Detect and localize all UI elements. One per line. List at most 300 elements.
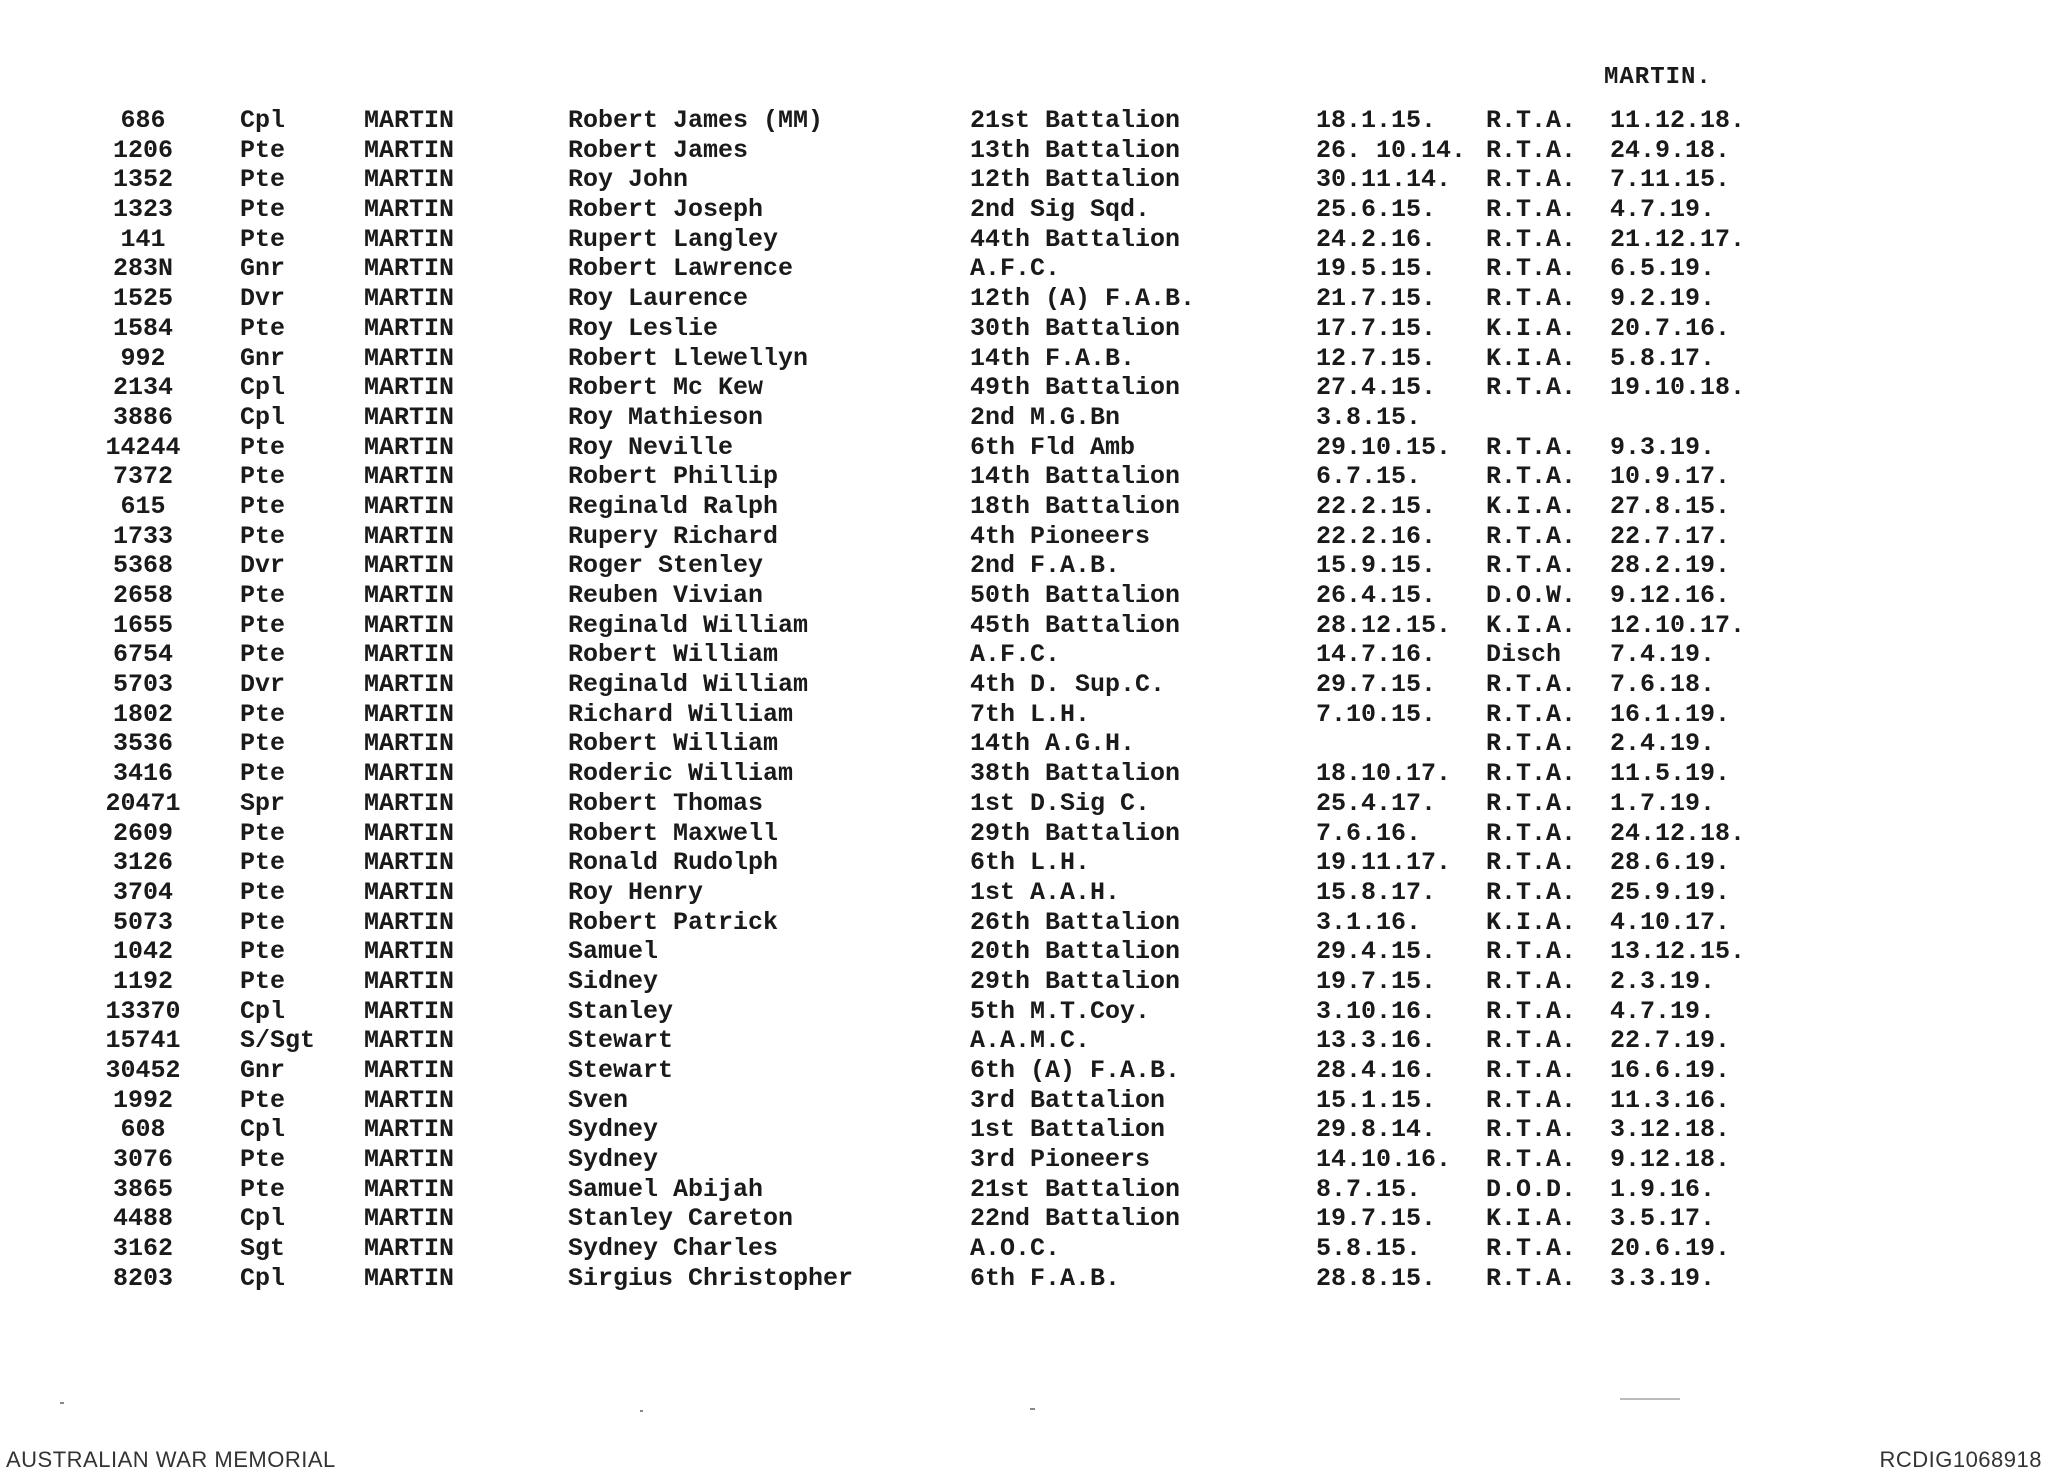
surname: MARTIN bbox=[364, 521, 455, 551]
surname: MARTIN bbox=[364, 581, 455, 610]
surname: MARTIN bbox=[364, 1085, 455, 1115]
enlistment-date: 25.4.17. bbox=[1316, 788, 1437, 818]
table-row bbox=[84, 551, 1804, 581]
service-number: 992 bbox=[120, 343, 166, 373]
service-number: 1206 bbox=[112, 135, 173, 165]
surname: MARTIN bbox=[364, 1145, 455, 1175]
enlistment-date: 14.7.16. bbox=[1316, 640, 1437, 670]
service-number: 14244 bbox=[105, 432, 181, 462]
surname: MARTIN bbox=[364, 788, 455, 818]
given-names: Stanley Careton bbox=[568, 1204, 794, 1234]
unit: 22nd Battalion bbox=[970, 1204, 1181, 1234]
surname: MARTIN bbox=[364, 165, 455, 195]
surname: MARTIN bbox=[364, 195, 455, 225]
service-number: 15741 bbox=[105, 1026, 181, 1056]
service-number: 1992 bbox=[112, 1085, 173, 1115]
table-row bbox=[84, 640, 1804, 670]
table-row bbox=[84, 1145, 1804, 1175]
fate: R.T.A. bbox=[1486, 551, 1577, 581]
fate-date: 7.11.15. bbox=[1610, 165, 1731, 195]
unit: 26th Battalion bbox=[970, 907, 1181, 937]
service-number: 3162 bbox=[112, 1234, 173, 1264]
fate-date: 3.3.19. bbox=[1610, 1263, 1716, 1293]
fate-date: 11.12.18. bbox=[1610, 106, 1746, 135]
surname: MARTIN bbox=[364, 373, 455, 403]
given-names: Reginald Ralph bbox=[568, 491, 779, 521]
unit: 1st Battalion bbox=[970, 1115, 1166, 1145]
fate-date: 28.2.19. bbox=[1610, 551, 1731, 581]
table-row bbox=[84, 433, 1804, 463]
enlistment-date: 28.8.15. bbox=[1316, 1263, 1437, 1293]
given-names: Stewart bbox=[568, 1026, 674, 1056]
fate: R.T.A. bbox=[1486, 254, 1577, 284]
enlistment-date: 28.12.15. bbox=[1316, 610, 1452, 640]
given-names: Robert Lawrence bbox=[568, 254, 794, 284]
table-row bbox=[84, 492, 1804, 522]
service-number: 6754 bbox=[112, 640, 173, 670]
unit: A.F.C. bbox=[970, 254, 1061, 284]
service-number: 5073 bbox=[112, 907, 173, 937]
given-names: Sirgius Christopher bbox=[568, 1263, 854, 1293]
unit: 29th Battalion bbox=[970, 966, 1181, 996]
enlistment-date: 18.1.15. bbox=[1316, 106, 1437, 135]
fate-date: 27.8.15. bbox=[1610, 491, 1731, 521]
surname: MARTIN bbox=[364, 1263, 455, 1293]
unit: 30th Battalion bbox=[970, 313, 1181, 343]
rank: Cpl bbox=[240, 1204, 286, 1234]
enlistment-date: 3.8.15. bbox=[1316, 402, 1422, 432]
table-row bbox=[84, 1175, 1804, 1205]
unit: 14th A.G.H. bbox=[970, 729, 1136, 759]
service-number: 5703 bbox=[112, 670, 173, 700]
rank: Pte bbox=[240, 907, 286, 937]
table-row bbox=[84, 819, 1804, 849]
surname: MARTIN bbox=[364, 224, 455, 254]
enlistment-date: 15.9.15. bbox=[1316, 551, 1437, 581]
given-names: Stanley bbox=[568, 996, 674, 1026]
enlistment-date: 19.11.17. bbox=[1316, 848, 1452, 878]
scan-speck bbox=[60, 1402, 64, 1404]
table-row bbox=[84, 1086, 1804, 1116]
fate-date: 24.12.18. bbox=[1610, 818, 1746, 848]
given-names: Rupert Langley bbox=[568, 224, 779, 254]
rank: Pte bbox=[240, 491, 286, 521]
fate-date: 1.9.16. bbox=[1610, 1174, 1716, 1204]
rank: Pte bbox=[240, 135, 286, 165]
unit: 1st A.A.H. bbox=[970, 877, 1121, 907]
fate: R.T.A. bbox=[1486, 1115, 1577, 1145]
fate: R.T.A. bbox=[1486, 670, 1577, 700]
surname: MARTIN bbox=[364, 402, 455, 432]
fate-date: 4.7.19. bbox=[1610, 195, 1716, 225]
rank: Dvr bbox=[240, 670, 286, 700]
fate-date: 9.2.19. bbox=[1610, 284, 1716, 314]
fate: R.T.A. bbox=[1486, 848, 1577, 878]
enlistment-date: 21.7.15. bbox=[1316, 284, 1437, 314]
surname: MARTIN bbox=[364, 1174, 455, 1204]
table-row bbox=[84, 967, 1804, 997]
fate-date: 1.7.19. bbox=[1610, 788, 1716, 818]
surname: MARTIN bbox=[364, 551, 455, 581]
enlistment-date: 3.1.16. bbox=[1316, 907, 1422, 937]
table-row bbox=[84, 1115, 1804, 1145]
enlistment-date: 26. 10.14. bbox=[1316, 135, 1467, 165]
enlistment-date: 29.8.14. bbox=[1316, 1115, 1437, 1145]
given-names: Robert Mc Kew bbox=[568, 373, 764, 403]
surname: MARTIN bbox=[364, 1234, 455, 1264]
fate: Disch bbox=[1486, 640, 1562, 670]
unit: 6th L.H. bbox=[970, 848, 1091, 878]
service-number: 283N bbox=[112, 254, 173, 284]
service-number: 141 bbox=[120, 224, 166, 254]
given-names: Roger Stenley bbox=[568, 551, 764, 581]
fate: R.T.A. bbox=[1486, 729, 1577, 759]
enlistment-date: 15.8.17. bbox=[1316, 877, 1437, 907]
unit: 14th Battalion bbox=[970, 462, 1181, 492]
rank: Cpl bbox=[240, 106, 286, 135]
table-row bbox=[84, 403, 1804, 433]
surname: MARTIN bbox=[364, 670, 455, 700]
table-row bbox=[84, 1204, 1804, 1234]
fate: R.T.A. bbox=[1486, 966, 1577, 996]
given-names: Robert James bbox=[568, 135, 749, 165]
rank: Cpl bbox=[240, 1115, 286, 1145]
unit: 49th Battalion bbox=[970, 373, 1181, 403]
fate: K.I.A. bbox=[1486, 313, 1577, 343]
unit: 2nd F.A.B. bbox=[970, 551, 1121, 581]
table-row bbox=[84, 789, 1804, 819]
fate-date: 11.5.19. bbox=[1610, 759, 1731, 789]
surname: MARTIN bbox=[364, 135, 455, 165]
table-row bbox=[84, 700, 1804, 730]
enlistment-date: 29.10.15. bbox=[1316, 432, 1452, 462]
table-row bbox=[84, 344, 1804, 374]
surname: MARTIN bbox=[364, 877, 455, 907]
fate-date: 11.3.16. bbox=[1610, 1085, 1731, 1115]
unit: 50th Battalion bbox=[970, 581, 1181, 610]
given-names: Roy John bbox=[568, 165, 689, 195]
rank: Cpl bbox=[240, 996, 286, 1026]
surname: MARTIN bbox=[364, 1115, 455, 1145]
rank: Pte bbox=[240, 966, 286, 996]
fate: R.T.A. bbox=[1486, 1026, 1577, 1056]
unit: 12th (A) F.A.B. bbox=[970, 284, 1196, 314]
surname: MARTIN bbox=[364, 640, 455, 670]
document-id: RCDIG1068918 bbox=[1879, 1447, 2042, 1472]
fate: R.T.A. bbox=[1486, 1263, 1577, 1293]
fate-date: 4.7.19. bbox=[1610, 996, 1716, 1026]
unit: 6th F.A.B. bbox=[970, 1263, 1121, 1293]
rank: Pte bbox=[240, 729, 286, 759]
given-names: Sydney bbox=[568, 1145, 659, 1175]
enlistment-date: 14.10.16. bbox=[1316, 1145, 1452, 1175]
fate-date: 24.9.18. bbox=[1610, 135, 1731, 165]
scan-speck bbox=[1620, 1398, 1680, 1400]
page-title: MARTIN. bbox=[1604, 64, 1712, 91]
enlistment-date: 5.8.15. bbox=[1316, 1234, 1422, 1264]
unit: 6th (A) F.A.B. bbox=[970, 1056, 1181, 1085]
fate: R.T.A. bbox=[1486, 699, 1577, 729]
fate: R.T.A. bbox=[1486, 195, 1577, 225]
enlistment-date: 26.4.15. bbox=[1316, 581, 1437, 610]
unit: 3rd Battalion bbox=[970, 1085, 1166, 1115]
given-names: Robert William bbox=[568, 640, 779, 670]
enlistment-date: 3.10.16. bbox=[1316, 996, 1437, 1026]
enlistment-date: 8.7.15. bbox=[1316, 1174, 1422, 1204]
rank: Pte bbox=[240, 581, 286, 610]
rank: Gnr bbox=[240, 254, 286, 284]
service-number: 30452 bbox=[105, 1056, 181, 1085]
table-row bbox=[84, 1056, 1804, 1086]
fate-date: 20.6.19. bbox=[1610, 1234, 1731, 1264]
fate: R.T.A. bbox=[1486, 996, 1577, 1026]
rank: Pte bbox=[240, 640, 286, 670]
table-row bbox=[84, 729, 1804, 759]
fate-date: 6.5.19. bbox=[1610, 254, 1716, 284]
enlistment-date: 7.6.16. bbox=[1316, 818, 1422, 848]
fate-date: 12.10.17. bbox=[1610, 610, 1746, 640]
table-row bbox=[84, 937, 1804, 967]
rank: Pte bbox=[240, 1174, 286, 1204]
fate-date: 21.12.17. bbox=[1610, 224, 1746, 254]
fate-date: 9.12.18. bbox=[1610, 1145, 1731, 1175]
service-number: 8203 bbox=[112, 1263, 173, 1293]
table-row bbox=[84, 225, 1804, 255]
surname: MARTIN bbox=[364, 699, 455, 729]
fate: R.T.A. bbox=[1486, 759, 1577, 789]
fate: R.T.A. bbox=[1486, 1056, 1577, 1085]
service-number: 3886 bbox=[112, 402, 173, 432]
fate-date: 16.6.19. bbox=[1610, 1056, 1731, 1085]
fate-date: 22.7.19. bbox=[1610, 1026, 1731, 1056]
fate: R.T.A. bbox=[1486, 135, 1577, 165]
unit: 5th M.T.Coy. bbox=[970, 996, 1151, 1026]
unit: 38th Battalion bbox=[970, 759, 1181, 789]
rank: Pte bbox=[240, 462, 286, 492]
surname: MARTIN bbox=[364, 462, 455, 492]
rank: S/Sgt bbox=[240, 1026, 316, 1056]
surname: MARTIN bbox=[364, 254, 455, 284]
fate-date: 4.10.17. bbox=[1610, 907, 1731, 937]
fate: K.I.A. bbox=[1486, 907, 1577, 937]
enlistment-date: 28.4.16. bbox=[1316, 1056, 1437, 1085]
unit: 6th Fld Amb bbox=[970, 432, 1136, 462]
surname: MARTIN bbox=[364, 1204, 455, 1234]
given-names: Roderic William bbox=[568, 759, 794, 789]
fate-date: 28.6.19. bbox=[1610, 848, 1731, 878]
rank: Gnr bbox=[240, 1056, 286, 1085]
surname: MARTIN bbox=[364, 432, 455, 462]
rank: Pte bbox=[240, 313, 286, 343]
fate: R.T.A. bbox=[1486, 788, 1577, 818]
unit: 45th Battalion bbox=[970, 610, 1181, 640]
fate-date: 25.9.19. bbox=[1610, 877, 1731, 907]
unit: 7th L.H. bbox=[970, 699, 1091, 729]
service-number: 1525 bbox=[112, 284, 173, 314]
surname: MARTIN bbox=[364, 937, 455, 967]
fate: R.T.A. bbox=[1486, 106, 1577, 135]
given-names: Robert William bbox=[568, 729, 779, 759]
enlistment-date: 29.7.15. bbox=[1316, 670, 1437, 700]
fate: K.I.A. bbox=[1486, 610, 1577, 640]
unit: 29th Battalion bbox=[970, 818, 1181, 848]
service-number: 1352 bbox=[112, 165, 173, 195]
table-row bbox=[84, 314, 1804, 344]
fate-date: 20.7.16. bbox=[1610, 313, 1731, 343]
surname: MARTIN bbox=[364, 907, 455, 937]
table-row bbox=[84, 136, 1804, 166]
surname: MARTIN bbox=[364, 729, 455, 759]
given-names: Robert Llewellyn bbox=[568, 343, 809, 373]
table-row bbox=[84, 997, 1804, 1027]
table-row bbox=[84, 908, 1804, 938]
rank: Cpl bbox=[240, 1263, 286, 1293]
given-names: Samuel Abijah bbox=[568, 1174, 764, 1204]
fate: D.O.W. bbox=[1486, 581, 1577, 610]
given-names: Robert Thomas bbox=[568, 788, 764, 818]
enlistment-date: 12.7.15. bbox=[1316, 343, 1437, 373]
table-row bbox=[84, 1026, 1804, 1056]
service-number: 3416 bbox=[112, 759, 173, 789]
enlistment-date: 22.2.15. bbox=[1316, 491, 1437, 521]
fate-date: 9.3.19. bbox=[1610, 432, 1716, 462]
given-names: Roy Laurence bbox=[568, 284, 749, 314]
unit: 14th F.A.B. bbox=[970, 343, 1136, 373]
surname: MARTIN bbox=[364, 1026, 455, 1056]
rank: Pte bbox=[240, 1145, 286, 1175]
surname: MARTIN bbox=[364, 966, 455, 996]
given-names: Robert Joseph bbox=[568, 195, 764, 225]
rank: Pte bbox=[240, 610, 286, 640]
rank: Pte bbox=[240, 848, 286, 878]
fate-date: 5.8.17. bbox=[1610, 343, 1716, 373]
given-names: Ronald Rudolph bbox=[568, 848, 779, 878]
enlistment-date: 29.4.15. bbox=[1316, 937, 1437, 967]
surname: MARTIN bbox=[364, 491, 455, 521]
surname: MARTIN bbox=[364, 106, 455, 135]
service-number: 3865 bbox=[112, 1174, 173, 1204]
rank: Pte bbox=[240, 937, 286, 967]
unit: A.A.M.C. bbox=[970, 1026, 1091, 1056]
fate: R.T.A. bbox=[1486, 937, 1577, 967]
surname: MARTIN bbox=[364, 313, 455, 343]
unit: A.F.C. bbox=[970, 640, 1061, 670]
service-number: 3536 bbox=[112, 729, 173, 759]
given-names: Sydney Charles bbox=[568, 1234, 779, 1264]
given-names: Robert Maxwell bbox=[568, 818, 779, 848]
table-row bbox=[84, 106, 1804, 136]
fate-date: 16.1.19. bbox=[1610, 699, 1731, 729]
rank: Sgt bbox=[240, 1234, 286, 1264]
fate-date: 3.5.17. bbox=[1610, 1204, 1716, 1234]
table-row bbox=[84, 165, 1804, 195]
fate: K.I.A. bbox=[1486, 491, 1577, 521]
given-names: Richard William bbox=[568, 699, 794, 729]
service-number: 1042 bbox=[112, 937, 173, 967]
fate: R.T.A. bbox=[1486, 224, 1577, 254]
given-names: Roy Neville bbox=[568, 432, 734, 462]
rank: Pte bbox=[240, 1085, 286, 1115]
enlistment-date: 13.3.16. bbox=[1316, 1026, 1437, 1056]
service-number: 13370 bbox=[105, 996, 181, 1026]
given-names: Samuel bbox=[568, 937, 659, 967]
service-number: 3076 bbox=[112, 1145, 173, 1175]
fate: R.T.A. bbox=[1486, 1145, 1577, 1175]
table-row bbox=[84, 759, 1804, 789]
enlistment-date: 15.1.15. bbox=[1316, 1085, 1437, 1115]
table-row bbox=[84, 611, 1804, 641]
fate: R.T.A. bbox=[1486, 818, 1577, 848]
enlistment-date: 24.2.16. bbox=[1316, 224, 1437, 254]
rank: Dvr bbox=[240, 551, 286, 581]
enlistment-date: 19.7.15. bbox=[1316, 1204, 1437, 1234]
enlistment-date: 18.10.17. bbox=[1316, 759, 1452, 789]
table-row bbox=[84, 1264, 1804, 1294]
rank: Dvr bbox=[240, 284, 286, 314]
fate: R.T.A. bbox=[1486, 373, 1577, 403]
enlistment-date: 17.7.15. bbox=[1316, 313, 1437, 343]
table-row bbox=[84, 878, 1804, 908]
given-names: Roy Henry bbox=[568, 877, 704, 907]
given-names: Stewart bbox=[568, 1056, 674, 1085]
service-number: 686 bbox=[120, 106, 166, 135]
fate: R.T.A. bbox=[1486, 462, 1577, 492]
given-names: Roy Mathieson bbox=[568, 402, 764, 432]
enlistment-date: 25.6.15. bbox=[1316, 195, 1437, 225]
given-names: Rupery Richard bbox=[568, 521, 779, 551]
rank: Pte bbox=[240, 759, 286, 789]
service-number: 2609 bbox=[112, 818, 173, 848]
unit: A.O.C. bbox=[970, 1234, 1061, 1264]
fate: K.I.A. bbox=[1486, 343, 1577, 373]
rank: Pte bbox=[240, 432, 286, 462]
fate: R.T.A. bbox=[1486, 1234, 1577, 1264]
enlistment-date: 27.4.15. bbox=[1316, 373, 1437, 403]
enlistment-date: 7.10.15. bbox=[1316, 699, 1437, 729]
table-row bbox=[84, 1234, 1804, 1264]
service-number: 2134 bbox=[112, 373, 173, 403]
rank: Pte bbox=[240, 699, 286, 729]
surname: MARTIN bbox=[364, 1056, 455, 1085]
given-names: Sydney bbox=[568, 1115, 659, 1145]
table-row bbox=[84, 581, 1804, 611]
enlistment-date: 30.11.14. bbox=[1316, 165, 1452, 195]
fate: R.T.A. bbox=[1486, 432, 1577, 462]
service-number: 1192 bbox=[112, 966, 173, 996]
given-names: Sven bbox=[568, 1085, 629, 1115]
fate-date: 2.3.19. bbox=[1610, 966, 1716, 996]
given-names: Reuben Vivian bbox=[568, 581, 764, 610]
scan-speck bbox=[1030, 1408, 1035, 1410]
rank: Pte bbox=[240, 224, 286, 254]
rank: Spr bbox=[240, 788, 286, 818]
unit: 18th Battalion bbox=[970, 491, 1181, 521]
table-row bbox=[84, 254, 1804, 284]
unit: 2nd Sig Sqd. bbox=[970, 195, 1151, 225]
fate-date: 7.4.19. bbox=[1610, 640, 1716, 670]
surname: MARTIN bbox=[364, 343, 455, 373]
service-number: 3126 bbox=[112, 848, 173, 878]
given-names: Robert James (MM) bbox=[568, 106, 824, 135]
rank: Pte bbox=[240, 521, 286, 551]
table-row bbox=[84, 670, 1804, 700]
service-number: 4488 bbox=[112, 1204, 173, 1234]
unit: 4th D. Sup.C. bbox=[970, 670, 1166, 700]
surname: MARTIN bbox=[364, 759, 455, 789]
service-number: 5368 bbox=[112, 551, 173, 581]
unit: 21st Battalion bbox=[970, 1174, 1181, 1204]
enlistment-date: 6.7.15. bbox=[1316, 462, 1422, 492]
